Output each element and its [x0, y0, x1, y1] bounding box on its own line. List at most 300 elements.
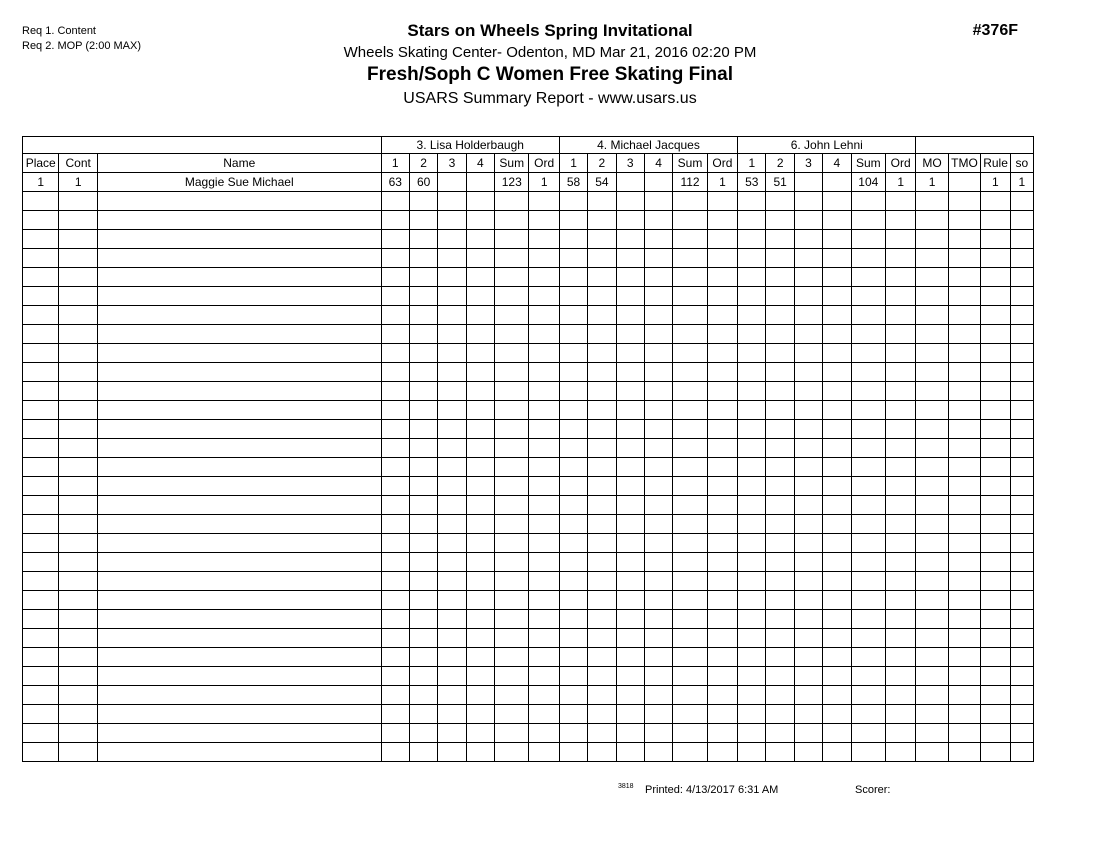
score-cell — [794, 325, 822, 344]
sum-cell — [851, 249, 885, 268]
sum-cell — [851, 382, 885, 401]
ord-cell — [529, 724, 559, 743]
ord-cell — [886, 686, 916, 705]
rule-cell — [981, 401, 1010, 420]
score-cell — [644, 515, 672, 534]
sum-cell — [673, 287, 707, 306]
sum-cell — [495, 287, 529, 306]
score-cell — [616, 743, 644, 762]
score-cell — [616, 534, 644, 553]
cont-cell — [59, 515, 97, 534]
ord-cell — [707, 268, 737, 287]
ord-cell — [529, 420, 559, 439]
rule-cell — [981, 249, 1010, 268]
score-cell — [381, 648, 409, 667]
score-cell — [409, 192, 437, 211]
ord-cell — [707, 572, 737, 591]
score-cell — [644, 686, 672, 705]
ord-cell — [886, 648, 916, 667]
score-cell — [766, 287, 794, 306]
score-cell — [466, 610, 494, 629]
score-cell — [409, 743, 437, 762]
sum-cell — [495, 211, 529, 230]
place-cell — [23, 230, 59, 249]
ord-cell — [886, 667, 916, 686]
score-cell — [559, 572, 587, 591]
tmo-cell — [948, 705, 980, 724]
ord-cell — [886, 401, 916, 420]
cont-cell — [59, 477, 97, 496]
score-cell — [616, 420, 644, 439]
ord-cell — [707, 515, 737, 534]
cont-cell — [59, 534, 97, 553]
score-cell — [823, 648, 851, 667]
rule-cell — [981, 591, 1010, 610]
cont-cell — [59, 363, 97, 382]
score-cell — [823, 325, 851, 344]
sum-cell — [495, 743, 529, 762]
sum-cell — [851, 477, 885, 496]
place-cell — [23, 724, 59, 743]
so-cell: 1 — [1010, 173, 1033, 192]
score-cell — [644, 534, 672, 553]
score-cell: 58 — [559, 173, 587, 192]
cont-cell — [59, 496, 97, 515]
sum-cell — [495, 363, 529, 382]
so-cell — [1010, 230, 1033, 249]
score-cell — [409, 477, 437, 496]
sum-cell — [851, 325, 885, 344]
event-number: #376F — [972, 22, 1018, 39]
sum-cell — [851, 648, 885, 667]
score-cell — [738, 211, 766, 230]
score-cell — [644, 173, 672, 192]
sum-cell — [673, 629, 707, 648]
rule-cell — [981, 268, 1010, 287]
name-cell — [97, 382, 381, 401]
place-cell — [23, 667, 59, 686]
ord-cell — [529, 743, 559, 762]
score-cell — [409, 496, 437, 515]
sum-cell — [495, 686, 529, 705]
score-cell — [766, 496, 794, 515]
cont-cell — [59, 743, 97, 762]
score-cell — [409, 287, 437, 306]
sum-cell — [495, 477, 529, 496]
name-cell — [97, 211, 381, 230]
score-cell — [823, 591, 851, 610]
score-cell — [616, 363, 644, 382]
place-cell — [23, 743, 59, 762]
mo-cell — [916, 648, 948, 667]
score-cell — [616, 629, 644, 648]
score-cell — [766, 268, 794, 287]
score-cell — [559, 743, 587, 762]
score-cell — [588, 458, 616, 477]
tmo-cell — [948, 230, 980, 249]
score-cell — [766, 325, 794, 344]
col-header-j3-4: 4 — [823, 154, 851, 173]
sum-cell — [673, 344, 707, 363]
ord-cell — [707, 591, 737, 610]
score-cell — [738, 268, 766, 287]
empty-row — [23, 572, 1034, 591]
tmo-cell — [948, 534, 980, 553]
score-cell — [588, 515, 616, 534]
score-cell — [644, 553, 672, 572]
score-cell — [794, 382, 822, 401]
cont-cell: 1 — [59, 173, 97, 192]
so-cell — [1010, 325, 1033, 344]
score-cell — [559, 230, 587, 249]
report-title: USARS Summary Report - www.usars.us — [403, 90, 697, 107]
score-table-wrap — [22, 136, 1034, 762]
score-cell — [438, 325, 466, 344]
cont-cell — [59, 230, 97, 249]
rule-cell: 1 — [981, 173, 1010, 192]
place-cell — [23, 591, 59, 610]
score-cell — [466, 420, 494, 439]
score-cell — [409, 572, 437, 591]
empty-row — [23, 363, 1034, 382]
tmo-cell — [948, 648, 980, 667]
sum-cell — [495, 496, 529, 515]
sum-cell — [673, 249, 707, 268]
score-cell — [438, 724, 466, 743]
score-cell — [588, 230, 616, 249]
empty-row — [23, 477, 1034, 496]
score-cell — [823, 496, 851, 515]
score-cell — [559, 705, 587, 724]
score-cell — [438, 192, 466, 211]
score-cell — [381, 344, 409, 363]
score-cell — [823, 572, 851, 591]
score-cell — [588, 629, 616, 648]
score-cell — [588, 401, 616, 420]
sum-cell — [673, 211, 707, 230]
score-cell — [466, 287, 494, 306]
sum-cell — [673, 667, 707, 686]
ord-cell — [529, 610, 559, 629]
ord-cell — [707, 610, 737, 629]
score-cell — [381, 192, 409, 211]
cont-cell — [59, 591, 97, 610]
col-header-j2-4: 4 — [644, 154, 672, 173]
score-cell — [588, 287, 616, 306]
score-cell — [409, 306, 437, 325]
ord-cell — [886, 363, 916, 382]
score-cell — [466, 249, 494, 268]
score-cell — [616, 686, 644, 705]
score-cell — [644, 249, 672, 268]
name-cell — [97, 477, 381, 496]
score-cell — [438, 629, 466, 648]
cont-cell — [59, 192, 97, 211]
score-cell — [644, 192, 672, 211]
mo-cell — [916, 306, 948, 325]
score-cell — [644, 287, 672, 306]
competition-title: Stars on Wheels Spring Invitational — [407, 21, 693, 40]
score-cell — [794, 249, 822, 268]
mo-cell — [916, 610, 948, 629]
place-cell — [23, 553, 59, 572]
place-cell — [23, 287, 59, 306]
score-cell — [644, 363, 672, 382]
mo-cell — [916, 553, 948, 572]
sum-cell — [673, 382, 707, 401]
so-cell — [1010, 401, 1033, 420]
sum-cell — [495, 268, 529, 287]
ord-cell — [886, 211, 916, 230]
rule-cell — [981, 648, 1010, 667]
sum-cell — [673, 705, 707, 724]
ord-cell — [529, 458, 559, 477]
name-cell — [97, 192, 381, 211]
score-cell — [794, 173, 822, 192]
score-cell — [616, 230, 644, 249]
mo-cell — [916, 439, 948, 458]
col-header-j1-2: 2 — [409, 154, 437, 173]
name-cell — [97, 230, 381, 249]
score-cell — [559, 686, 587, 705]
empty-row — [23, 610, 1034, 629]
sum-cell — [495, 382, 529, 401]
judge-header-left-spacer — [23, 137, 382, 154]
tmo-cell — [948, 477, 980, 496]
cont-cell — [59, 268, 97, 287]
col-header-j2-ord: Ord — [707, 154, 737, 173]
empty-row — [23, 192, 1034, 211]
score-cell — [823, 553, 851, 572]
so-cell — [1010, 268, 1033, 287]
sum-cell — [851, 534, 885, 553]
score-cell — [409, 363, 437, 382]
score-cell — [559, 496, 587, 515]
cont-cell — [59, 401, 97, 420]
score-cell — [588, 439, 616, 458]
score-cell — [766, 344, 794, 363]
score-cell — [644, 496, 672, 515]
rule-cell — [981, 724, 1010, 743]
ord-cell — [886, 249, 916, 268]
ord-cell — [529, 553, 559, 572]
score-cell — [766, 249, 794, 268]
score-cell — [409, 458, 437, 477]
ord-cell — [707, 325, 737, 344]
ord-cell — [707, 686, 737, 705]
score-cell — [588, 572, 616, 591]
score-cell — [466, 192, 494, 211]
score-cell — [794, 724, 822, 743]
score-cell — [738, 249, 766, 268]
score-cell — [794, 648, 822, 667]
score-cell: 60 — [409, 173, 437, 192]
score-cell — [616, 553, 644, 572]
rule-cell — [981, 496, 1010, 515]
rule-cell — [981, 344, 1010, 363]
tmo-cell — [948, 420, 980, 439]
cont-cell — [59, 211, 97, 230]
empty-row — [23, 705, 1034, 724]
rule-cell — [981, 534, 1010, 553]
score-cell — [738, 458, 766, 477]
score-cell — [823, 743, 851, 762]
score-cell — [738, 667, 766, 686]
score-cell — [559, 667, 587, 686]
mo-cell — [916, 211, 948, 230]
place-cell — [23, 686, 59, 705]
name-cell — [97, 420, 381, 439]
cont-cell — [59, 553, 97, 572]
score-cell — [559, 363, 587, 382]
col-header-rule: Rule — [981, 154, 1010, 173]
so-cell — [1010, 610, 1033, 629]
ord-cell — [707, 724, 737, 743]
ord-cell — [529, 306, 559, 325]
score-cell — [588, 268, 616, 287]
rule-cell — [981, 515, 1010, 534]
score-cell — [794, 515, 822, 534]
score-cell — [588, 724, 616, 743]
score-cell — [381, 306, 409, 325]
ord-cell: 1 — [529, 173, 559, 192]
score-cell — [738, 344, 766, 363]
ord-cell — [529, 230, 559, 249]
score-cell — [823, 230, 851, 249]
sum-cell — [673, 363, 707, 382]
mo-cell — [916, 420, 948, 439]
score-cell — [794, 667, 822, 686]
rule-cell — [981, 686, 1010, 705]
score-cell — [766, 648, 794, 667]
score-cell — [381, 629, 409, 648]
score-cell — [766, 477, 794, 496]
score-cell — [644, 306, 672, 325]
ord-cell — [707, 306, 737, 325]
col-header-j2-2: 2 — [588, 154, 616, 173]
score-cell — [616, 192, 644, 211]
name-cell — [97, 249, 381, 268]
score-cell — [466, 173, 494, 192]
score-cell — [559, 192, 587, 211]
score-cell — [823, 686, 851, 705]
name-cell — [97, 553, 381, 572]
so-cell — [1010, 553, 1033, 572]
score-cell — [823, 173, 851, 192]
score-cell — [738, 515, 766, 534]
score-cell — [381, 287, 409, 306]
ord-cell — [529, 439, 559, 458]
name-cell — [97, 629, 381, 648]
tmo-cell — [948, 724, 980, 743]
score-cell — [794, 287, 822, 306]
score-cell — [766, 363, 794, 382]
so-cell — [1010, 667, 1033, 686]
col-header-j2-sum: Sum — [673, 154, 707, 173]
ord-cell — [529, 705, 559, 724]
ord-cell — [707, 439, 737, 458]
rule-cell — [981, 572, 1010, 591]
score-cell — [438, 591, 466, 610]
so-cell — [1010, 686, 1033, 705]
name-cell — [97, 496, 381, 515]
score-cell — [794, 211, 822, 230]
sum-cell — [851, 287, 885, 306]
score-cell — [794, 591, 822, 610]
empty-row — [23, 648, 1034, 667]
score-cell — [438, 686, 466, 705]
sum-cell — [673, 515, 707, 534]
tmo-cell — [948, 211, 980, 230]
place-cell — [23, 401, 59, 420]
score-cell — [466, 648, 494, 667]
mo-cell — [916, 534, 948, 553]
form-code: 3818 — [618, 783, 634, 790]
score-cell — [466, 268, 494, 287]
cont-cell — [59, 287, 97, 306]
ord-cell — [886, 591, 916, 610]
tmo-cell — [948, 439, 980, 458]
score-cell — [559, 515, 587, 534]
score-cell — [616, 325, 644, 344]
score-cell — [766, 629, 794, 648]
score-cell — [738, 306, 766, 325]
score-cell — [588, 534, 616, 553]
ord-cell — [707, 648, 737, 667]
empty-row — [23, 515, 1034, 534]
score-cell — [588, 382, 616, 401]
place-cell — [23, 249, 59, 268]
score-cell — [766, 306, 794, 325]
so-cell — [1010, 439, 1033, 458]
name-cell — [97, 287, 381, 306]
score-cell — [381, 686, 409, 705]
score-cell — [466, 629, 494, 648]
score-cell — [644, 458, 672, 477]
name-cell — [97, 439, 381, 458]
place-cell — [23, 439, 59, 458]
score-cell — [438, 477, 466, 496]
score-cell — [616, 724, 644, 743]
rule-cell — [981, 553, 1010, 572]
so-cell — [1010, 534, 1033, 553]
sum-cell — [673, 648, 707, 667]
col-header-mo: MO — [916, 154, 948, 173]
tmo-cell — [948, 610, 980, 629]
sum-cell — [495, 610, 529, 629]
empty-row — [23, 268, 1034, 287]
so-cell — [1010, 743, 1033, 762]
sum-cell — [851, 306, 885, 325]
empty-row — [23, 553, 1034, 572]
score-cell — [794, 743, 822, 762]
so-cell — [1010, 724, 1033, 743]
so-cell — [1010, 192, 1033, 211]
score-cell — [738, 496, 766, 515]
score-cell — [738, 724, 766, 743]
score-cell — [823, 477, 851, 496]
so-cell — [1010, 287, 1033, 306]
name-cell — [97, 344, 381, 363]
sum-cell — [673, 724, 707, 743]
score-cell — [644, 420, 672, 439]
score-cell — [559, 344, 587, 363]
score-cell — [438, 458, 466, 477]
score-cell — [409, 686, 437, 705]
score-cell — [588, 591, 616, 610]
score-cell — [381, 268, 409, 287]
score-cell: 51 — [766, 173, 794, 192]
